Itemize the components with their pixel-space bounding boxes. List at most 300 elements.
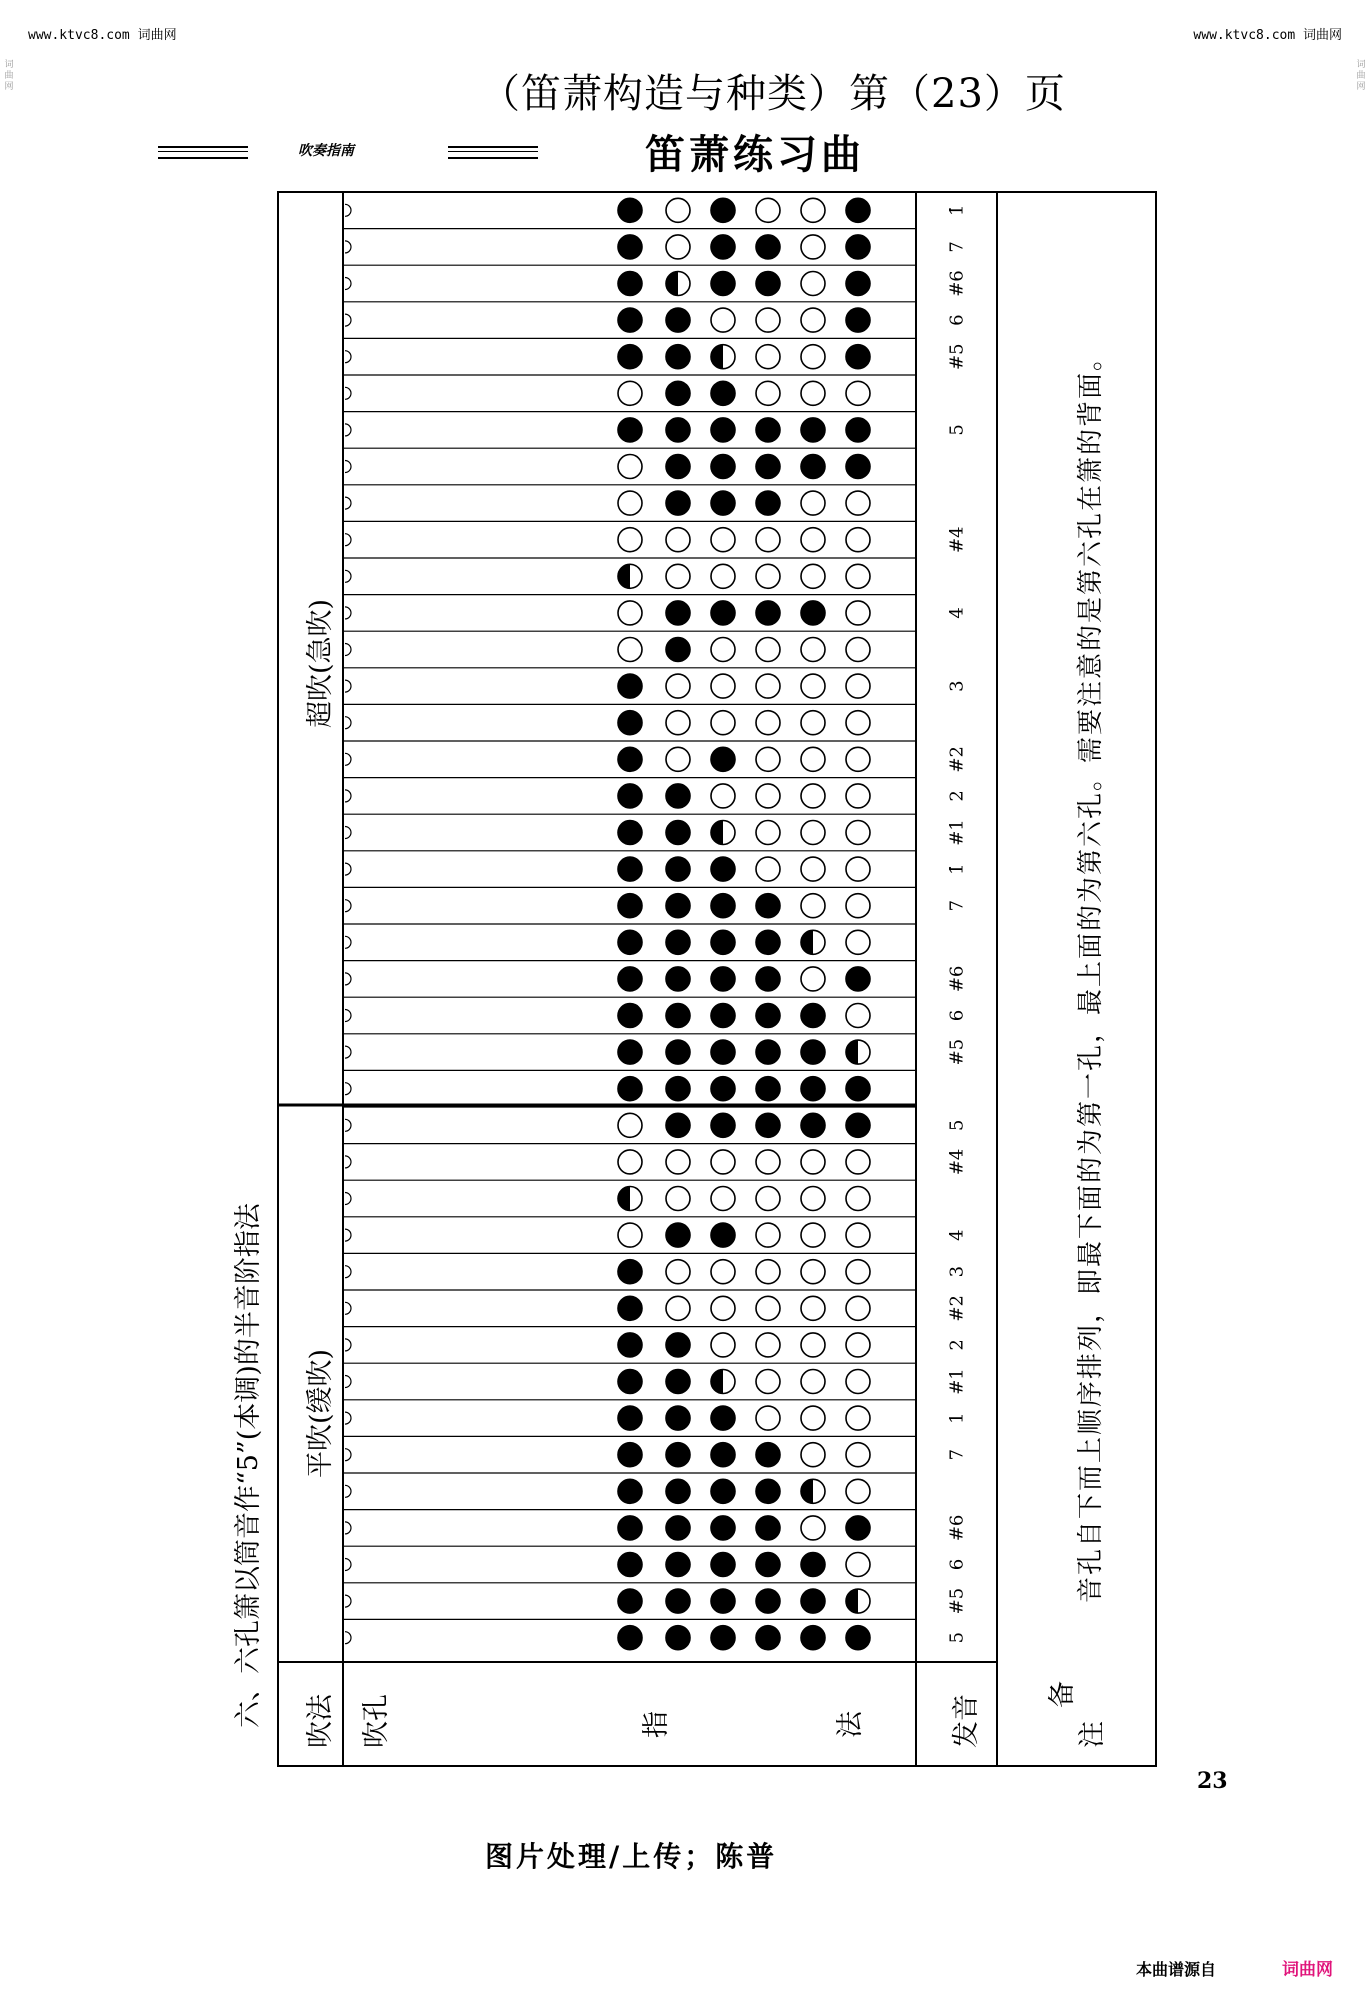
hole-open xyxy=(846,564,870,588)
footer-finger-label-1: 指 xyxy=(641,1711,672,1738)
hole-closed xyxy=(756,1589,780,1613)
blow-hole-mark xyxy=(345,424,351,436)
hole-closed xyxy=(756,601,780,625)
hole-open xyxy=(756,564,780,588)
hole-open xyxy=(756,638,780,662)
hole-closed xyxy=(666,1113,690,1137)
hole-open xyxy=(846,1443,870,1467)
blow-hole-mark xyxy=(345,1193,351,1205)
hole-open xyxy=(666,528,690,552)
blow-hole-mark xyxy=(345,900,351,912)
caption-text: 六、六孔箫以筒音作“5”(本调)的半音阶指法 xyxy=(233,1203,264,1728)
hole-open xyxy=(711,638,735,662)
hole-open xyxy=(846,747,870,771)
blow-hole-mark xyxy=(345,241,351,253)
hole-open xyxy=(801,1370,825,1394)
hole-closed xyxy=(618,1406,642,1430)
blow-hole-mark xyxy=(345,1339,351,1351)
hole-open xyxy=(711,528,735,552)
blow-hole-mark xyxy=(345,1412,351,1424)
page-number: 23 xyxy=(1197,1768,1228,1794)
hole-open xyxy=(711,784,735,808)
hole-closed xyxy=(618,272,642,296)
hole-open xyxy=(618,381,642,405)
blow-hole-mark xyxy=(345,1010,351,1022)
hole-closed xyxy=(618,418,642,442)
hole-closed xyxy=(666,1626,690,1650)
hole-closed xyxy=(756,894,780,918)
hole-open xyxy=(801,967,825,991)
hole-closed xyxy=(666,1370,690,1394)
hole-open xyxy=(666,1150,690,1174)
hole-closed xyxy=(756,491,780,515)
hole-open xyxy=(846,784,870,808)
hole-closed xyxy=(846,235,870,259)
hole-closed xyxy=(666,308,690,332)
pitch-label: #5 xyxy=(946,1587,968,1615)
hole-open xyxy=(756,1223,780,1247)
hole-open xyxy=(666,711,690,735)
hole-open xyxy=(711,1333,735,1357)
hole-open xyxy=(846,821,870,845)
pitch-label: 1 xyxy=(946,1412,968,1424)
pitch-label: 2 xyxy=(946,790,968,802)
hole-half-fill xyxy=(618,564,630,588)
hole-closed xyxy=(846,1077,870,1101)
hole-closed xyxy=(756,1113,780,1137)
hole-open xyxy=(618,601,642,625)
hole-closed xyxy=(846,1516,870,1540)
hole-open xyxy=(756,528,780,552)
pitch-label: 5 xyxy=(946,424,968,436)
hole-closed xyxy=(618,345,642,369)
blow-hole-mark xyxy=(345,1083,351,1095)
hole-closed xyxy=(618,1004,642,1028)
hole-closed xyxy=(618,967,642,991)
caption xyxy=(226,1203,265,1728)
hole-open xyxy=(756,381,780,405)
remark-note: 音孔自下而上顺序排列，即最下面的为第一孔，最上面的为第六孔。需要注意的是第六孔在箫的背面。 xyxy=(1076,342,1106,1603)
hole-closed xyxy=(711,381,735,405)
pitch-label: #6 xyxy=(946,270,968,297)
hole-open xyxy=(801,1406,825,1430)
hole-closed xyxy=(666,857,690,881)
hole-open xyxy=(666,1260,690,1284)
hole-closed xyxy=(801,1077,825,1101)
hole-closed xyxy=(801,1553,825,1577)
hole-open xyxy=(846,674,870,698)
hole-open xyxy=(756,784,780,808)
hole-closed xyxy=(756,272,780,296)
hole-closed xyxy=(801,1113,825,1137)
hole-closed xyxy=(711,1004,735,1028)
hole-closed xyxy=(711,601,735,625)
hole-open xyxy=(846,601,870,625)
pitch-label: 3 xyxy=(946,680,968,692)
blow-hole-mark xyxy=(345,753,351,765)
hole-half-fill xyxy=(801,930,813,954)
hole-closed xyxy=(711,455,735,479)
hole-closed xyxy=(711,1553,735,1577)
hole-closed xyxy=(666,601,690,625)
header-left-url: www.ktvc8.com 词曲网 xyxy=(28,28,177,43)
hole-closed xyxy=(666,1333,690,1357)
hole-open xyxy=(618,1150,642,1174)
hole-open xyxy=(846,1479,870,1503)
hole-closed xyxy=(666,455,690,479)
hole-open xyxy=(801,857,825,881)
footer-sound-label: 发音 xyxy=(951,1694,982,1748)
guide-text: 吹奏指南 xyxy=(298,143,354,159)
hole-closed xyxy=(666,381,690,405)
hole-closed xyxy=(666,638,690,662)
hole-open xyxy=(756,1260,780,1284)
hole-closed xyxy=(711,1077,735,1101)
hole-closed xyxy=(618,1626,642,1650)
hole-open xyxy=(801,1443,825,1467)
hole-open xyxy=(756,1187,780,1211)
hole-open xyxy=(846,1187,870,1211)
blow-hole-mark xyxy=(345,351,351,363)
hole-closed xyxy=(846,418,870,442)
blow-hole-mark xyxy=(345,1449,351,1461)
hole-open xyxy=(666,747,690,771)
hole-open xyxy=(801,747,825,771)
hole-closed xyxy=(618,1296,642,1320)
hole-open xyxy=(618,455,642,479)
hole-closed xyxy=(666,1516,690,1540)
hole-closed xyxy=(666,1479,690,1503)
blow-hole-mark xyxy=(345,1632,351,1644)
hole-open xyxy=(846,1004,870,1028)
hole-closed xyxy=(666,967,690,991)
hole-closed xyxy=(846,198,870,222)
blow-hole-mark xyxy=(345,827,351,839)
hole-closed xyxy=(846,345,870,369)
hole-closed xyxy=(756,1516,780,1540)
hole-open xyxy=(801,894,825,918)
pitch-label: #2 xyxy=(946,746,968,773)
hole-open xyxy=(846,638,870,662)
blow-hole-mark xyxy=(345,1559,351,1571)
pitch-label: 7 xyxy=(946,241,968,253)
pitch-label: #1 xyxy=(946,819,968,846)
blow-hole-mark xyxy=(345,534,351,546)
subtitle: 笛萧练习曲 xyxy=(645,131,865,178)
footer-hole-label: 吹孔 xyxy=(361,1694,392,1748)
hole-open xyxy=(666,1187,690,1211)
blow-hole-mark xyxy=(345,461,351,473)
hole-open xyxy=(666,674,690,698)
hole-closed xyxy=(618,1260,642,1284)
blow-super-label: 超吹(急吹) xyxy=(305,598,336,728)
hole-open xyxy=(711,711,735,735)
hole-closed xyxy=(756,1553,780,1577)
hole-open xyxy=(666,564,690,588)
hole-closed xyxy=(666,1040,690,1064)
hole-open xyxy=(846,1296,870,1320)
hole-closed xyxy=(711,272,735,296)
pitch-label: 7 xyxy=(946,1448,968,1461)
hole-open xyxy=(801,1333,825,1357)
blow-hole-mark xyxy=(345,497,351,509)
hole-closed xyxy=(666,1004,690,1028)
blow-hole-mark xyxy=(345,863,351,875)
pitch-label: #4 xyxy=(946,1148,968,1176)
footer-finger-label-2: 法 xyxy=(835,1711,866,1738)
hole-open xyxy=(666,1296,690,1320)
hole-closed xyxy=(618,235,642,259)
blow-hole-mark xyxy=(345,1046,351,1058)
hole-open xyxy=(801,711,825,735)
hole-closed xyxy=(618,857,642,881)
blow-hole-mark xyxy=(345,1522,351,1534)
hole-closed xyxy=(666,418,690,442)
hole-open xyxy=(801,272,825,296)
blow-hole-mark xyxy=(345,570,351,582)
hole-closed xyxy=(666,1406,690,1430)
hole-open xyxy=(756,308,780,332)
hole-closed xyxy=(711,857,735,881)
blow-hole-mark xyxy=(345,1156,351,1168)
blow-hole-mark xyxy=(345,1229,351,1241)
hole-open xyxy=(801,235,825,259)
blow-hole-mark xyxy=(345,680,351,692)
hole-closed xyxy=(618,1040,642,1064)
credit-line: 图片处理/上传；陈普 xyxy=(485,1840,778,1873)
footer-blow-label: 吹法 xyxy=(305,1694,336,1748)
hole-closed xyxy=(801,1004,825,1028)
pitch-label: 1̇ xyxy=(946,863,968,875)
hole-closed xyxy=(618,1589,642,1613)
pitch-label: 6 xyxy=(946,1558,968,1571)
hole-closed xyxy=(756,235,780,259)
hole-open xyxy=(801,198,825,222)
hole-closed xyxy=(666,345,690,369)
hole-open xyxy=(846,528,870,552)
hole-closed xyxy=(756,1004,780,1028)
pitch-label: 2 xyxy=(946,1339,968,1351)
hole-open xyxy=(801,1223,825,1247)
blow-hole-mark xyxy=(345,973,351,985)
pitch-label: 5 xyxy=(946,1631,968,1644)
pitch-label: 6 xyxy=(946,1009,968,1022)
hole-open xyxy=(756,1370,780,1394)
hole-open xyxy=(711,1260,735,1284)
blow-hole-mark xyxy=(345,607,351,619)
hole-half-fill xyxy=(711,821,723,845)
hole-open xyxy=(756,821,780,845)
pitch-label: 6 xyxy=(946,314,968,326)
side-watermark-right: 词曲网 xyxy=(1356,60,1366,92)
hole-closed xyxy=(711,1223,735,1247)
hole-closed xyxy=(618,1443,642,1467)
hole-open xyxy=(711,674,735,698)
hole-half-fill xyxy=(801,1479,813,1503)
hole-closed xyxy=(756,455,780,479)
hole-open xyxy=(846,381,870,405)
pitch-label: #1 xyxy=(946,1368,968,1395)
hole-open xyxy=(618,491,642,515)
hole-open xyxy=(801,528,825,552)
pitch-label: 4 xyxy=(946,607,968,619)
hole-closed xyxy=(666,894,690,918)
hole-closed xyxy=(618,747,642,771)
hole-closed xyxy=(801,1040,825,1064)
hole-closed xyxy=(618,198,642,222)
hole-open xyxy=(618,1113,642,1137)
hole-closed xyxy=(618,894,642,918)
hole-open xyxy=(846,1406,870,1430)
hole-closed xyxy=(618,308,642,332)
hole-closed xyxy=(756,930,780,954)
hole-closed xyxy=(711,418,735,442)
hole-closed xyxy=(618,711,642,735)
hole-closed xyxy=(711,894,735,918)
hole-closed xyxy=(846,1113,870,1137)
hole-open xyxy=(846,894,870,918)
hole-open xyxy=(846,857,870,881)
hole-open xyxy=(846,1370,870,1394)
hole-half-fill xyxy=(666,272,678,296)
hole-half-fill xyxy=(618,1187,630,1211)
hole-open xyxy=(801,1516,825,1540)
hole-closed xyxy=(711,930,735,954)
blow-hole-mark xyxy=(345,1595,351,1607)
hole-closed xyxy=(618,784,642,808)
blow-hole-mark xyxy=(345,1119,351,1131)
hole-open xyxy=(756,1333,780,1357)
hole-open xyxy=(801,638,825,662)
hole-open xyxy=(801,491,825,515)
blow-hole-mark xyxy=(345,387,351,399)
header-right-url: www.ktvc8.com 词曲网 xyxy=(1193,28,1342,43)
footer-remark-label-1: 备 xyxy=(1047,1681,1078,1708)
hole-open xyxy=(846,1333,870,1357)
source-site-link[interactable]: 词曲网 xyxy=(1282,1960,1333,1980)
hole-closed xyxy=(618,1077,642,1101)
page-title: （笛萧构造与种类）第（23）页 xyxy=(480,71,1066,117)
hole-open xyxy=(618,638,642,662)
pitch-label: #5 xyxy=(946,1038,968,1066)
hole-open xyxy=(666,235,690,259)
hole-open xyxy=(801,564,825,588)
hole-open xyxy=(846,930,870,954)
blow-hole-mark xyxy=(345,644,351,656)
blow-hole-mark xyxy=(345,1376,351,1388)
pitch-label: #2 xyxy=(946,1295,968,1322)
hole-closed xyxy=(711,1589,735,1613)
hole-closed xyxy=(711,1443,735,1467)
hole-closed xyxy=(711,198,735,222)
hole-open xyxy=(666,198,690,222)
hole-closed xyxy=(666,491,690,515)
hole-open xyxy=(801,821,825,845)
hole-closed xyxy=(711,1626,735,1650)
hole-half-fill xyxy=(846,1589,858,1613)
side-watermark-left: 词曲网 xyxy=(4,60,14,92)
hole-closed xyxy=(618,1370,642,1394)
hole-closed xyxy=(618,674,642,698)
hole-closed xyxy=(756,967,780,991)
hole-open xyxy=(846,711,870,735)
hole-closed xyxy=(846,455,870,479)
blow-hole-mark xyxy=(345,278,351,290)
hole-closed xyxy=(756,1040,780,1064)
hole-open xyxy=(801,1187,825,1211)
blow-hole-mark xyxy=(345,936,351,948)
hole-closed xyxy=(666,784,690,808)
pitch-label: 3 xyxy=(946,1265,968,1278)
hole-open xyxy=(711,1150,735,1174)
hole-closed xyxy=(756,418,780,442)
hole-open xyxy=(756,1296,780,1320)
hole-closed xyxy=(666,1589,690,1613)
pitch-label: #6 xyxy=(946,965,968,993)
hole-open xyxy=(846,491,870,515)
hole-open xyxy=(801,1296,825,1320)
hole-open xyxy=(618,1223,642,1247)
hole-closed xyxy=(846,967,870,991)
hole-closed xyxy=(711,967,735,991)
pitch-label: 1̇ xyxy=(946,204,968,217)
hole-closed xyxy=(801,455,825,479)
hole-closed xyxy=(756,1626,780,1650)
hole-closed xyxy=(666,1077,690,1101)
hole-closed xyxy=(711,747,735,771)
hole-closed xyxy=(666,1223,690,1247)
hole-open xyxy=(801,381,825,405)
hole-closed xyxy=(756,1077,780,1101)
hole-open xyxy=(846,1150,870,1174)
hole-open xyxy=(756,1150,780,1174)
hole-closed xyxy=(711,1040,735,1064)
hole-closed xyxy=(618,1333,642,1357)
hole-closed xyxy=(618,1479,642,1503)
hole-open xyxy=(756,345,780,369)
footer-remark-label-2: 注 xyxy=(1077,1721,1108,1748)
hole-closed xyxy=(666,930,690,954)
hole-open xyxy=(846,1553,870,1577)
hole-open xyxy=(756,857,780,881)
hole-open xyxy=(756,711,780,735)
hole-closed xyxy=(801,1589,825,1613)
pitch-label: #4 xyxy=(946,526,968,553)
hole-closed xyxy=(666,1553,690,1577)
hole-open xyxy=(618,528,642,552)
hole-closed xyxy=(711,1406,735,1430)
hole-closed xyxy=(846,272,870,296)
hole-open xyxy=(756,198,780,222)
hole-open xyxy=(756,747,780,771)
blow-hole-mark xyxy=(345,314,351,326)
hole-open xyxy=(801,1150,825,1174)
blow-hole-mark xyxy=(345,1266,351,1278)
hole-open xyxy=(801,674,825,698)
hole-closed xyxy=(711,491,735,515)
pitch-label: 7 xyxy=(946,899,968,912)
hole-closed xyxy=(618,821,642,845)
pitch-label: #5 xyxy=(946,343,968,370)
hole-open xyxy=(801,345,825,369)
blow-hole-mark xyxy=(345,1302,351,1314)
hole-open xyxy=(711,564,735,588)
hole-closed xyxy=(756,1479,780,1503)
hole-open xyxy=(846,1260,870,1284)
pitch-label: 4 xyxy=(946,1229,968,1241)
hole-closed xyxy=(846,1626,870,1650)
hole-closed xyxy=(756,1443,780,1467)
